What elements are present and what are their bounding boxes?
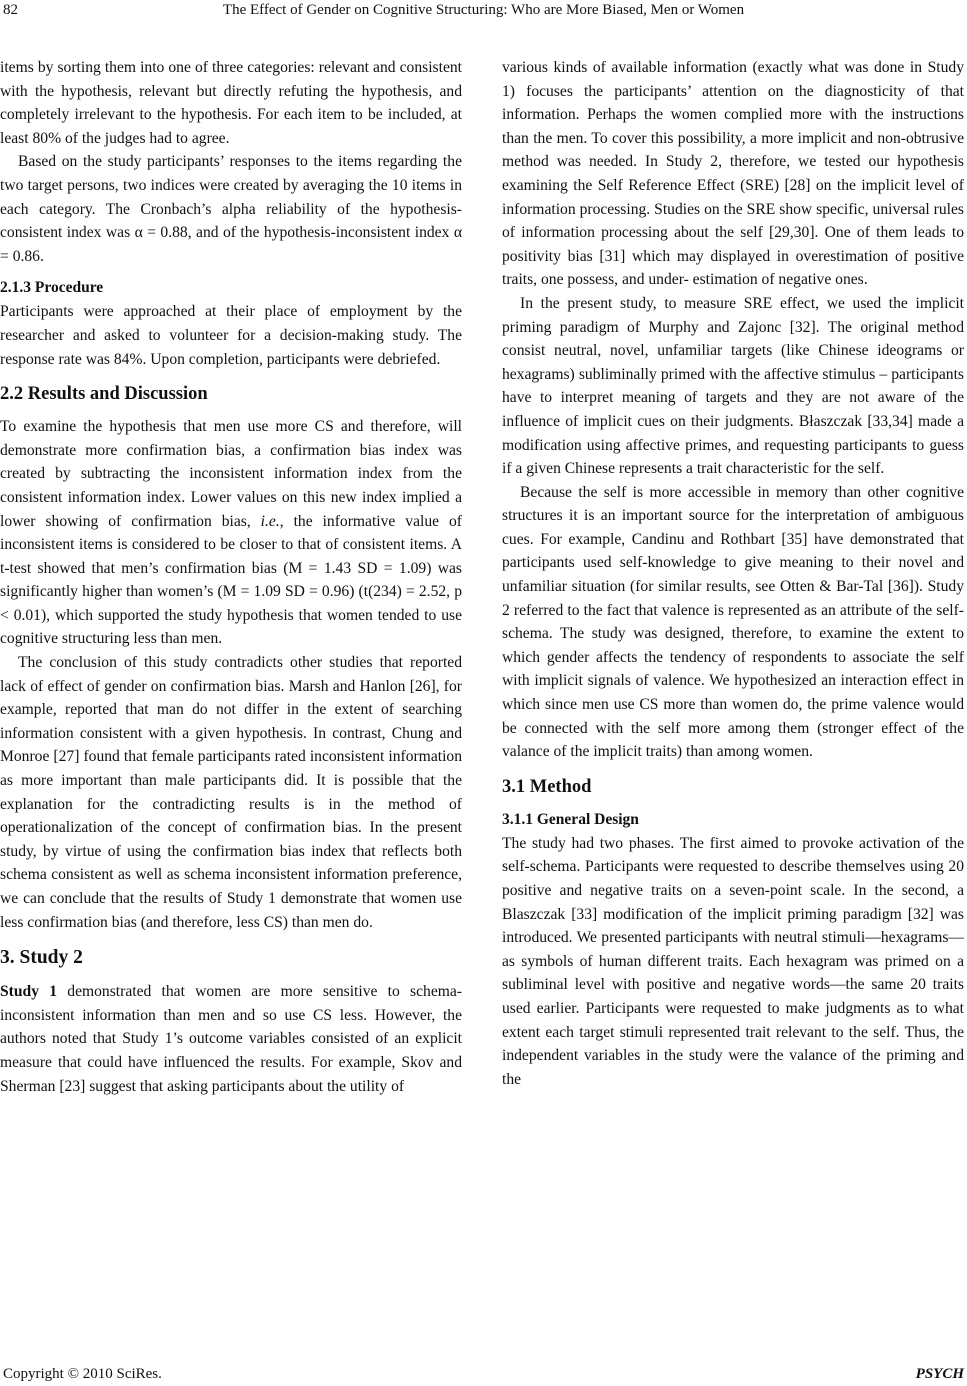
paragraph: [0, 415, 462, 651]
paragraph: The conclusion of this study contradicts other studies that reported lack of effect of gender on confirmation bias. Marsh and Hanlon [26], for example, reported that man do not differ in the extent of searching information consistent with a given hypothesis. In contrast, Chung and Monroe [27] found that female participants rated inconsistent information as more important than male participants did. It is possible that the explanation for the contradicting results is in the method of operationalization of the concept of confirmation bias. In the present study, by virtue of using the confirmation bias index that reflects both schema consistent as well as schema inconsistent information preference, we can conclude that the results of Study 1 demonstrate that women use less confirmation bias (and therefore, less CS) than men do.: [0, 654, 462, 931]
paragraph: Based on the study participants’ responses to the items regarding the two target persons, two indices were created by averaging the 10 items in each category. The Cronbach’s alpha reliability of the hypothesis-consistent index was α = 0.88, and of the hypothesis-inconsistent index α = 0.86.: [0, 153, 462, 265]
section-heading-study-2: 3. Study 2: [0, 947, 83, 969]
paragraph: In the present study, to measure SRE effect, we used the implicit priming paradigm of Murphy and Zajonc [32]. The original method consist neutral, novel, unfamiliar targets (like Chinese ideograms or hexagrams) subliminally primed with the affective stimulus – participants have to interpret meaning of targets and they are not aware of the influence of implicit cues on their judgments. Błaszczak [33,34] made a modification using affective primes, and requesting participants to guess if a given Chinese represents a trait characteristic for the self.: [502, 294, 964, 478]
copyright-notice: Copyright © 2010 SciRes.: [3, 1366, 162, 1382]
bold-lead: Study 1: [0, 983, 58, 1001]
paragraph: Participants were approached at their place of employment by the researcher and asked to volunteer for a decision-making study. The response rate was 84%. Upon completion, participants were debriefed.: [0, 303, 462, 368]
paragraph: [0, 980, 462, 1098]
section-heading-method: 3.1 Method: [502, 776, 592, 797]
italic-abbreviation: i.e.: [260, 512, 280, 530]
right-column: [502, 56, 964, 1091]
subsection-heading-general-design: 3.1.1 General Design: [502, 810, 639, 828]
running-title: The Effect of Gender on Cognitive Structuring: Who are More Biased, Men or Women: [222, 2, 745, 18]
journal-name: PSYCH: [915, 1366, 964, 1382]
paragraph: items by sorting them into one of three categories: relevant and consistent with the hypothesis, relevant but directly refuting the hypothesis, and completely irrelevant to the hypothesis. For each item to be included, at least 80% of the judges had to agree.: [0, 59, 462, 147]
text-run: To examine the hypothesis that men use more CS and therefore, will demonstrate more confirmation bias, a confirmation bias index was created by subtracting the inconsistent information index from the consistent information index. Lower values on this new index implied a lower showing of confirmation bias,: [0, 418, 462, 530]
paragraph: The study had two phases. The first aimed to provoke activation of the self-schema. Participants were requested to describe themselves using 20 positive and negative traits on a seven-point scale. In the second, a Blaszczak [33] modification of the implicit priming paradigm [32] was introduced. We presented participants with neutral stimuli—hexagrams—as symbols of human different traits. Each hexagram was primed on a subliminal level with positive and negative words—the same 20 traits used earlier. Participants were requested to make judgments as to what extent each target stimuli represented trait relevant to the self. Thus, the independent variables in the study were the valance of the priming and the: [502, 834, 964, 1088]
page-number: 82: [3, 2, 18, 18]
left-column: [0, 56, 462, 1098]
page-header: [0, 0, 967, 30]
text-run: , the informative value of inconsistent items is considered to be closer to that of consistent items. A t-test showed that men’s confirmation bias (M = 1.43 SD = 1.09) was significantly higher than women’s (M = 1.09 SD = 0.96) (t(234) = 2.52, p < 0.01), which supported the study hypothesis that women tended to use cognitive structuring less than men.: [0, 512, 462, 648]
page-footer: [0, 1364, 967, 1384]
subsection-heading-procedure: 2.1.3 Procedure: [0, 279, 104, 297]
paragraph: Because the self is more accessible in memory than other cognitive structures it is an important source for the interpretation of ambiguous cues. For example, Candinu and Rothbart [35] have demonstrated that participants used self-knowledge to give meaning to their novel and unfamiliar situation (for similar results, see Otten & Bar-Tal [36]). Study 2 referred to the fact that valence is represented as an attribute of the self-schema. The study was designed, therefore, to examine the extent to which gender affects the tendency of respondents to associate the self with implicit signals of valence. We hypothesized an interaction effect in which since men use CS more than women do, the prime valence would be connected with the self more among them (stronger effect of the valance of the implicit traits) than among women.: [502, 483, 964, 761]
section-heading-results: 2.2 Results and Discussion: [0, 384, 208, 405]
paragraph: various kinds of available information (exactly what was done in Study 1) focuses the participants’ attention on the diagnosticity of that information. Perhaps the women complied more with the instructions than the men. To cover this possibility, a more implicit and non-obtrusive method was needed. In Study 2, therefore, we tested our hypothesis examining the Self Reference Effect (SRE) [28] on the implicit level of information processing. Studies on the SRE show specific, universal rules of information processing about the self [29,30]. One of them leads to positivity bias [31] which may displayed in overestimation of positive traits, one possess, and under- estimation of negative ones.: [502, 59, 964, 289]
text-run: demonstrated that women are more sensitive to schema-inconsistent information than men and so use CS less. However, the authors noted that Study 1’s outcome variables consisted of an explicit measure that could have influenced the results. For example, Skov and Sherman [23] suggest that asking participants about the utility of: [0, 983, 462, 1095]
